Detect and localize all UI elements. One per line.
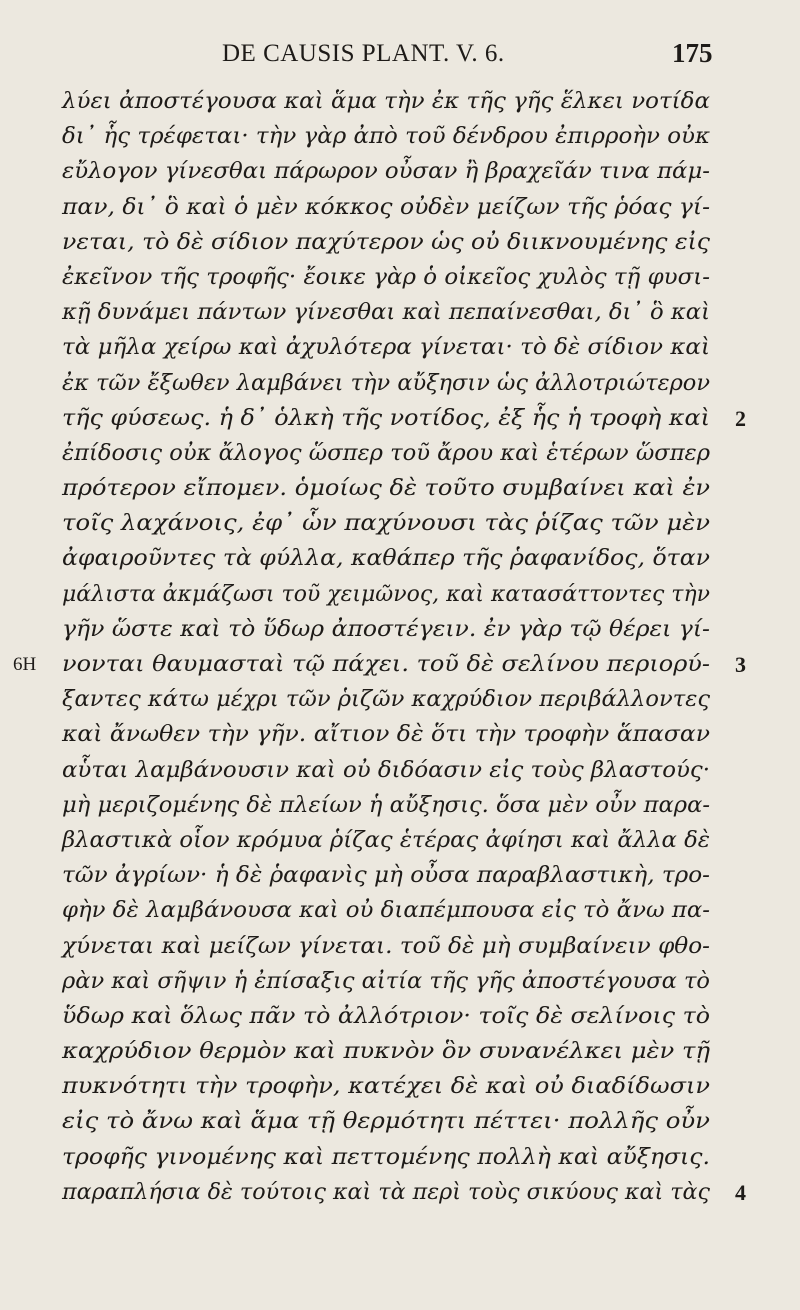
line-text: χύνεται καὶ μείζων γίνεται. τοῦ δὲ μὴ συμβαίνειν φθο- <box>62 932 710 959</box>
text-line <box>62 1175 746 1210</box>
text-line <box>62 858 722 893</box>
text-line <box>13 647 746 682</box>
line-text: νεται, τὸ δὲ σίδιον παχύτερον ὡς οὐ διικνουμένης εἰς <box>62 228 710 255</box>
line-text: τοῖς λαχάνοις, ἐφ᾽ ὧν παχύνουσι τὰς ῥίζας τῶν μὲν <box>62 510 710 537</box>
margin-reference: 6H <box>13 654 37 675</box>
section-number: 2 <box>735 405 746 431</box>
text-line <box>62 1034 722 1069</box>
line-text: παν, δι᾽ ὃ καὶ ὁ μὲν κόκκος οὐδὲν μείζων τῆς ῥόας γί- <box>62 193 710 220</box>
line-text: πυκνότητι τὴν τροφὴν, κατέχει δὲ καὶ οὐ διαδίδωσιν <box>62 1073 710 1100</box>
line-text: καὶ ἄνωθεν τὴν γῆν. αἴτιον δὲ ὅτι τὴν τροφὴν ἅπασαν <box>62 721 710 748</box>
text-line <box>62 119 722 154</box>
line-text: καχρύδιον θερμὸν καὶ πυκνὸν ὃν συνανέλκει μὲν τῇ <box>62 1038 710 1065</box>
text-line <box>62 471 722 506</box>
text-line <box>62 506 722 541</box>
line-text: τῶν ἀγρίων· ἡ δὲ ῥαφανὶς μὴ οὖσα παραβλαστικὴ, τρο- <box>62 862 710 889</box>
text-line <box>62 436 722 471</box>
line-text: εὔλογον γίνεσθαι πάρωρον οὖσαν ἢ βραχεῖάν τινα πάμ- <box>62 158 710 185</box>
text-line <box>62 1140 722 1175</box>
text-line <box>62 401 746 436</box>
line-text: μὴ μεριζομένης δὲ πλείων ἡ αὔξησις. ὅσα μὲν οὖν παρα- <box>62 791 711 818</box>
text-line <box>62 154 722 189</box>
text-line <box>62 260 722 295</box>
line-text: ἀφαιροῦντες τὰ φύλλα, καθάπερ τῆς ῥαφανίδος, ὅταν <box>62 545 710 572</box>
line-text: ρὰν καὶ σῆψιν ἡ ἐπίσαξις αἰτία τῆς γῆς ἀποστέγουσα τὸ <box>62 967 710 994</box>
text-line <box>62 577 722 612</box>
line-text: λύει ἀποστέγουσα καὶ ἅμα τὴν ἐκ τῆς γῆς ἕλκει νοτίδα <box>62 88 710 114</box>
text-line <box>62 893 722 928</box>
line-text: δι᾽ ἧς τρέφεται· τὴν γὰρ ἀπὸ τοῦ δένδρου ἐπιρροὴν οὐκ <box>62 123 710 150</box>
text-line <box>62 295 722 330</box>
line-text: αὗται λαμβάνουσιν καὶ οὐ διδόασιν εἰς τοὺς βλαστούς· <box>62 756 710 783</box>
section-number: 4 <box>735 1179 746 1205</box>
line-text: κῇ δυνάμει πάντων γίνεσθαι καὶ πεπαίνεσθαι, δι᾽ ὃ καὶ <box>62 299 710 326</box>
text-line <box>62 682 722 717</box>
section-number: 3 <box>735 652 746 677</box>
line-text: εἰς τὸ ἄνω καὶ ἅμα τῇ θερμότητι πέττει· πολλῆς οὖν <box>62 1108 710 1135</box>
line-text: νονται θαυμασταὶ τῷ πάχει. τοῦ δὲ σελίνου περιορύ- <box>62 651 710 677</box>
text-line <box>62 788 722 823</box>
line-text: ἐκ τῶν ἔξωθεν λαμβάνει τὴν αὔξησιν ὡς ἀλλοτριώτερον <box>62 369 710 396</box>
line-text: τῆς φύσεως. ἡ δ᾽ ὁλκὴ τῆς νοτίδος, ἐξ ἧς ἡ τροφὴ καὶ <box>62 404 710 431</box>
text-line <box>62 366 722 401</box>
greek-text-body <box>13 84 746 1210</box>
line-text: πρότερον εἴπομεν. ὁμοίως δὲ τοῦτο συμβαίνει καὶ ἐν <box>62 475 710 502</box>
line-text: βλαστικὰ οἷον κρόμυα ῥίζας ἑτέρας ἀφίησι καὶ ἄλλα δὲ <box>62 826 711 853</box>
text-line <box>62 84 722 119</box>
text-line <box>62 541 722 576</box>
text-line <box>62 929 722 964</box>
text-line <box>62 225 722 260</box>
text-line <box>62 753 722 788</box>
line-text: τὰ μῆλα χείρω καὶ ἀχυλότερα γίνεται· τὸ δὲ σίδιον καὶ <box>62 334 710 361</box>
running-title: DE CAUSIS PLANT. V. 6. <box>222 40 505 67</box>
text-line <box>62 964 722 999</box>
line-text: γῆν ὥστε καὶ τὸ ὕδωρ ἀποστέγειν. ἐν γὰρ τῷ θέρει γί- <box>62 615 710 642</box>
text-line <box>62 190 722 225</box>
line-text: ξαντες κάτω μέχρι τῶν ῥιζῶν καχρύδιον περιβάλλοντες <box>62 686 711 713</box>
text-line <box>62 330 722 365</box>
line-text: ὕδωρ καὶ ὅλως πᾶν τὸ ἀλλότριον· τοῖς δὲ σελίνοις τὸ <box>62 1002 710 1029</box>
line-text: ἐκεῖνον τῆς τροφῆς· ἔοικε γὰρ ὁ οἰκεῖος χυλὸς τῇ φυσι- <box>62 263 710 290</box>
text-line <box>62 999 722 1034</box>
line-text: παραπλήσια δὲ τούτοις καὶ τὰ περὶ τοὺς σικύους καὶ τὰς <box>62 1178 710 1205</box>
running-head <box>0 36 800 70</box>
page-number: 175 <box>672 38 713 68</box>
line-text: τροφῆς γινομένης καὶ πεττομένης πολλὴ καὶ αὔξησις. <box>62 1143 710 1170</box>
text-line <box>62 1104 722 1139</box>
text-line <box>62 823 722 858</box>
line-text: μάλιστα ἀκμάζωσι τοῦ χειμῶνος, καὶ κατασάττοντες τὴν <box>62 580 710 607</box>
text-line <box>62 612 722 647</box>
text-line <box>62 717 722 752</box>
line-text: ἐπίδοσις οὐκ ἄλογος ὥσπερ τοῦ ἄρου καὶ ἑτέρων ὥσπερ <box>62 439 710 466</box>
line-text: φὴν δὲ λαμβάνουσα καὶ οὐ διαπέμπουσα εἰς τὸ ἄνω πα- <box>62 897 710 924</box>
text-line <box>62 1069 722 1104</box>
